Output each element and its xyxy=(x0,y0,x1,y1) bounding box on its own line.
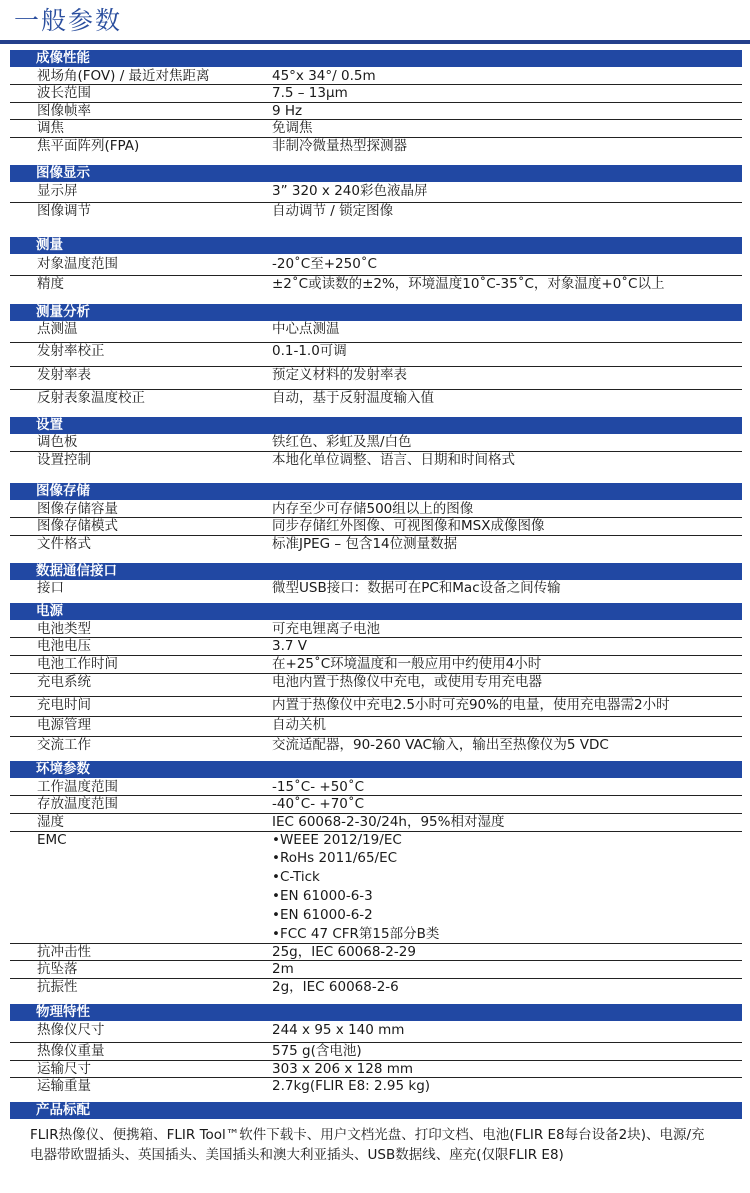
spec-value: 铁红色、彩虹及黑/白色 xyxy=(272,434,412,450)
spec-value: -20˚C至+250˚C xyxy=(272,256,377,272)
spec-value: 本地化单位调整、语言、日期和时间格式 xyxy=(272,452,515,468)
spec-label: 焦平面阵列(FPA) xyxy=(37,138,140,154)
spec-label: 文件格式 xyxy=(37,536,91,552)
row-divider xyxy=(10,84,742,85)
spec-label: 调色板 xyxy=(37,434,78,450)
spec-value: 内存至少可存储500组以上的图像 xyxy=(272,501,474,517)
spec-value: 25g，IEC 60068-2-29 xyxy=(272,944,416,960)
section-header: 数据通信接口 xyxy=(10,563,742,580)
spec-value: 0.1-1.0可调 xyxy=(272,343,347,359)
spec-label: 运输尺寸 xyxy=(37,1061,91,1077)
section-header: 物理特性 xyxy=(10,1004,742,1021)
spec-label: 发射率表 xyxy=(37,367,91,383)
spec-value: 免调焦 xyxy=(272,120,313,136)
spec-value: 244 x 95 x 140 mm xyxy=(272,1022,405,1038)
spec-label: 热像仪尺寸 xyxy=(37,1022,105,1038)
spec-label: 反射表象温度校正 xyxy=(37,390,145,406)
spec-value: -40˚C- +70˚C xyxy=(272,796,365,812)
spec-value: 预定义材料的发射率表 xyxy=(272,367,407,383)
spec-label: 工作温度范围 xyxy=(37,779,118,795)
spec-label: 电池类型 xyxy=(37,621,91,637)
spec-value: 2.7kg(FLIR E8: 2.95 kg) xyxy=(272,1078,431,1094)
section-header: 产品标配 xyxy=(10,1102,742,1119)
spec-value: IEC 60068-2-30/24h，95%相对湿度 xyxy=(272,814,505,830)
spec-label: 图像存储模式 xyxy=(37,518,118,534)
spec-value: 2m xyxy=(272,961,294,977)
title-rule xyxy=(0,40,750,44)
spec-value: 2g，IEC 60068-2-6 xyxy=(272,979,399,995)
spec-label: 存放温度范围 xyxy=(37,796,118,812)
spec-label: 充电时间 xyxy=(37,697,91,713)
spec-label: 视场角(FOV) / 最近对焦距离 xyxy=(37,68,210,84)
spec-value: •EN 61000-6-3 xyxy=(272,888,373,904)
spec-label: 接口 xyxy=(37,580,64,596)
spec-value: 中心点测温 xyxy=(272,321,340,337)
spec-label: 抗坠落 xyxy=(37,961,78,977)
section-header: 图像显示 xyxy=(10,165,742,182)
spec-value: •FCC 47 CFR第15部分B类 xyxy=(272,926,440,942)
spec-label: 点测温 xyxy=(37,321,78,337)
spec-value: 微型USB接口：数据可在PC和Mac设备之间传输 xyxy=(272,580,561,596)
spec-value: •C-Tick xyxy=(272,869,320,885)
spec-label: 充电系统 xyxy=(37,674,91,690)
spec-label: 图像调节 xyxy=(37,203,91,219)
spec-label: 交流工作 xyxy=(37,737,91,753)
page-title: 一般参数 xyxy=(14,6,123,35)
spec-label: 抗冲击性 xyxy=(37,944,91,960)
spec-value: 自动，基于反射温度输入值 xyxy=(272,390,434,406)
row-divider xyxy=(10,637,742,638)
spec-value: 3.7 V xyxy=(272,638,307,654)
spec-value: •EN 61000-6-2 xyxy=(272,907,373,923)
spec-label: 对象温度范围 xyxy=(37,256,118,272)
spec-label: EMC xyxy=(37,832,67,848)
spec-value: 575 g(含电池) xyxy=(272,1043,362,1059)
row-divider xyxy=(10,342,742,343)
spec-label: 显示屏 xyxy=(37,183,78,199)
row-divider xyxy=(10,119,742,120)
section-header: 成像性能 xyxy=(10,50,742,67)
row-divider xyxy=(10,102,742,103)
spec-value: 标准JPEG – 包含14位测量数据 xyxy=(272,536,458,552)
spec-label: 图像帧率 xyxy=(37,103,91,119)
row-divider xyxy=(10,795,742,796)
spec-value: 303 x 206 x 128 mm xyxy=(272,1061,414,1077)
section-header: 图像存储 xyxy=(10,483,742,500)
spec-value: 交流适配器，90-260 VAC输入，输出至热像仪为5 VDC xyxy=(272,737,609,753)
section-header: 测量 xyxy=(10,237,742,254)
spec-label: 电池工作时间 xyxy=(37,656,118,672)
spec-value: 在+25˚C环境温度和一般应用中约使用4小时 xyxy=(272,656,542,672)
spec-label: 电源管理 xyxy=(37,717,91,733)
row-divider xyxy=(10,1042,742,1043)
spec-label: 抗振性 xyxy=(37,979,78,995)
spec-label: 运输重量 xyxy=(37,1078,91,1094)
spec-value: 内置于热像仪中充电2.5小时可充90%的电量，使用充电器需2小时 xyxy=(272,697,670,713)
spec-value: 电池内置于热像仪中充电，或使用专用充电器 xyxy=(272,674,542,690)
section-header: 环境参数 xyxy=(10,761,742,778)
section-header: 设置 xyxy=(10,417,742,434)
spec-value: ±2˚C或读数的±2%，环境温度10˚C-35˚C，对象温度+0˚C以上 xyxy=(272,276,665,292)
spec-label: 调焦 xyxy=(37,120,64,136)
spec-label: 发射率校正 xyxy=(37,343,105,359)
spec-value: 7.5 – 13μm xyxy=(272,85,348,101)
spec-value: 非制冷微量热型探测器 xyxy=(272,138,407,154)
spec-value: •RoHs 2011/65/EC xyxy=(272,850,398,866)
spec-value: 3” 320 x 240彩色液晶屏 xyxy=(272,183,428,199)
spec-label: 湿度 xyxy=(37,814,64,830)
spec-value: 可充电锂离子电池 xyxy=(272,621,380,637)
spec-label: 精度 xyxy=(37,276,64,292)
included-items-text: FLIR热像仪、便携箱、FLIR Tool™软件下载卡、用户文档光盘、打印文档、电池(FLIR E8每台设备2块)、电源/充电器带欧盟插头、英国插头、美国插头和澳大利亚插头、USB数据线、座充(仅限FLIR E8) xyxy=(30,1127,705,1163)
spec-value: 自动调节 / 锁定图像 xyxy=(272,203,394,219)
row-divider xyxy=(10,960,742,961)
spec-label: 设置控制 xyxy=(37,452,91,468)
spec-value: 45°x 34°/ 0.5m xyxy=(272,68,376,84)
spec-value: -15˚C- +50˚C xyxy=(272,779,365,795)
spec-value: 自动关机 xyxy=(272,717,326,733)
spec-value: •WEEE 2012/19/EC xyxy=(272,832,402,848)
spec-label: 电池电压 xyxy=(37,638,91,654)
section-header: 测量分析 xyxy=(10,304,742,321)
section-header: 电源 xyxy=(10,603,742,620)
spec-value: 同步存储红外图像、可视图像和MSX成像图像 xyxy=(272,518,545,534)
spec-value: 9 Hz xyxy=(272,103,303,119)
row-divider xyxy=(10,716,742,717)
spec-label: 图像存储容量 xyxy=(37,501,118,517)
spec-label: 波长范围 xyxy=(37,85,91,101)
spec-label: 热像仪重量 xyxy=(37,1043,105,1059)
